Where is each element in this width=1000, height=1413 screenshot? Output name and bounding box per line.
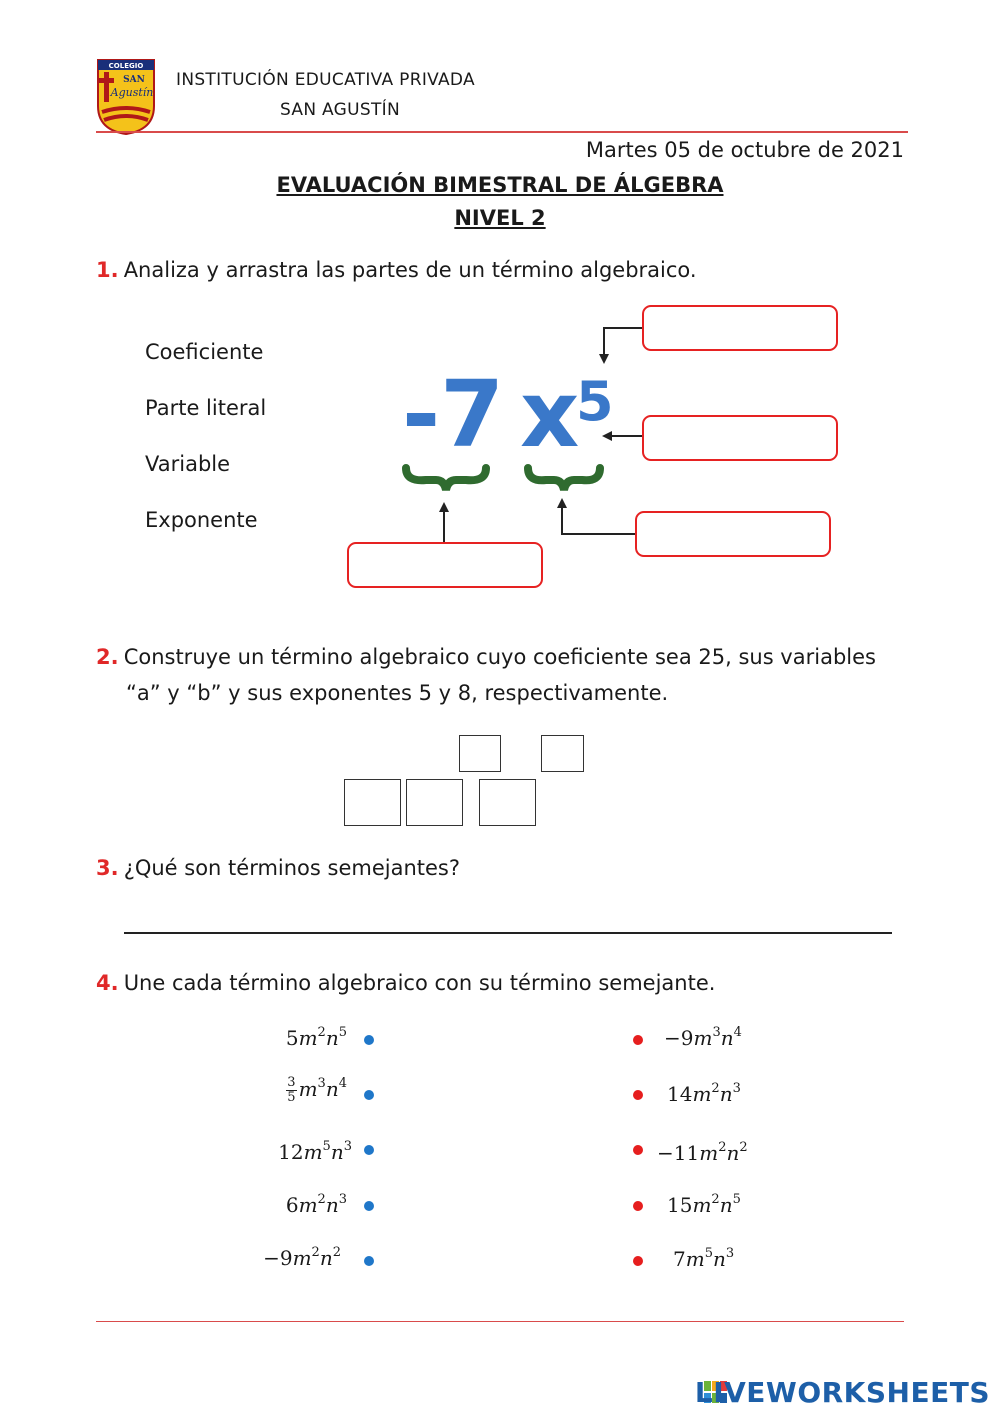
exponent-box-a[interactable] — [459, 735, 501, 772]
question-2 — [96, 645, 876, 669]
question-4-text: Une cada término algebraico con su término semejante. — [123, 971, 716, 995]
drag-option-variable[interactable]: Variable — [145, 452, 231, 476]
question-3-number: 3. — [96, 856, 119, 880]
exam-date: Martes 05 de octubre de 2021 — [585, 138, 904, 162]
term-variable: x — [520, 361, 580, 468]
drag-option-parte-literal[interactable]: Parte literal — [145, 396, 267, 420]
liveworksheets-brand[interactable]: LIVEWORKSHEETS — [694, 1376, 990, 1409]
right-term-5: $7m^5n^3$ — [673, 1246, 735, 1271]
drop-box-exponente[interactable] — [642, 305, 838, 351]
left-match-dot-3[interactable] — [364, 1145, 374, 1155]
left-term-2: $\frac{3}{5}$ $m^3n^4$ — [287, 1075, 347, 1105]
question-3 — [96, 856, 460, 880]
brace-literal — [528, 468, 600, 490]
left-match-dot-2[interactable] — [364, 1090, 374, 1100]
question-4-number: 4. — [96, 971, 119, 995]
right-term-2: $14m^2n^3$ — [667, 1081, 741, 1106]
arrowhead-top — [599, 354, 609, 364]
answer-line[interactable] — [124, 932, 892, 934]
right-match-dot-5[interactable] — [633, 1256, 643, 1266]
right-match-dot-1[interactable] — [633, 1035, 643, 1045]
drop-box-parte-literal[interactable] — [635, 511, 831, 557]
fraction: $\frac{3}{5}$ — [287, 1075, 296, 1105]
exam-level: NIVEL 2 — [454, 206, 546, 230]
left-term-3: $12m^5n^3$ — [278, 1139, 352, 1164]
question-2-text-line1: Construye un término algebraico cuyo coeficiente sea 25, sus variables — [123, 645, 876, 669]
right-match-dot-4[interactable] — [633, 1201, 643, 1211]
left-term-5: $-9m^2n^2$ — [263, 1245, 341, 1270]
brace-coefficient — [406, 468, 486, 490]
drop-box-variable[interactable] — [642, 415, 838, 461]
drop-box-coeficiente[interactable] — [347, 542, 543, 588]
logo-text-agustin: Agustín — [110, 86, 154, 99]
header-rule — [96, 131, 908, 133]
institution-name: INSTITUCIÓN EDUCATIVA PRIVADA — [176, 70, 475, 90]
question-3-text: ¿Qué son términos semejantes? — [123, 856, 461, 880]
term-exponent: 5 — [576, 370, 614, 433]
coefficient-box[interactable] — [344, 779, 401, 826]
question-4 — [96, 971, 715, 995]
variable-box-b[interactable] — [479, 779, 536, 826]
right-match-dot-3[interactable] — [633, 1145, 643, 1155]
left-term-4: $6m^2n^3$ — [285, 1192, 347, 1217]
right-term-1: $-9m^3n^4$ — [664, 1025, 742, 1050]
exam-title: EVALUACIÓN BIMESTRAL DE ÁLGEBRA — [276, 173, 724, 197]
drag-option-exponente[interactable]: Exponente — [145, 508, 258, 532]
arrowhead-bottom — [557, 498, 567, 508]
left-match-dot-4[interactable] — [364, 1201, 374, 1211]
right-term-4: $15m^2n^5$ — [667, 1192, 741, 1217]
logo-text-colegio: COLEGIO — [108, 62, 144, 70]
question-1-text: Analiza y arrastra las partes de un término algebraico. — [123, 258, 697, 282]
term-coefficient: -7 — [402, 361, 505, 468]
question-2-text-line2: “a” y “b” y sus exponentes 5 y 8, respectivamente. — [126, 681, 669, 705]
drag-option-coeficiente[interactable]: Coeficiente — [145, 340, 264, 364]
right-match-dot-2[interactable] — [633, 1090, 643, 1100]
variable-box-a[interactable] — [406, 779, 463, 826]
school-logo — [94, 58, 158, 136]
right-term-3: $-11m^2n^2$ — [657, 1140, 748, 1165]
exponent-box-b[interactable] — [541, 735, 584, 772]
left-match-dot-1[interactable] — [364, 1035, 374, 1045]
question-1 — [96, 258, 697, 282]
question-1-number: 1. — [96, 258, 119, 282]
left-match-dot-5[interactable] — [364, 1256, 374, 1266]
arrow-line-bottom — [562, 506, 636, 534]
footer-rule — [96, 1321, 904, 1322]
logo-text-san: SAN — [123, 75, 145, 85]
arrowhead-left — [439, 502, 449, 512]
institution-subname: SAN AGUSTÍN — [280, 100, 401, 120]
question-2-number: 2. — [96, 645, 119, 669]
arrow-line-top — [604, 328, 644, 356]
left-term-1: $5m^2n^5$ — [285, 1025, 347, 1050]
